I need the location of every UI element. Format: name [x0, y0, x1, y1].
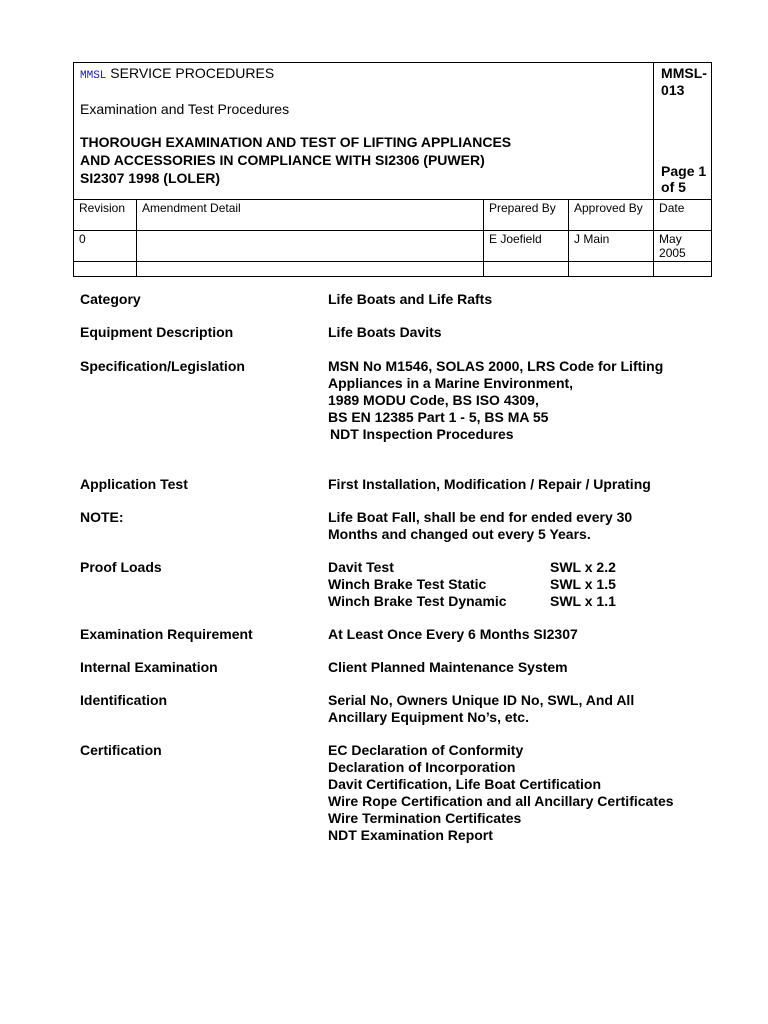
field-label: Internal Examination [80, 659, 218, 675]
col-header-approved: Approved By [569, 200, 654, 231]
field-certification [80, 742, 730, 844]
field-label: Certification [80, 742, 162, 758]
proof-factor: SWL x 2.2 [550, 559, 616, 575]
document-title [80, 133, 647, 187]
value-line: Declaration of Incorporation [328, 759, 516, 775]
value-line: Appliances in a Marine Environment, [328, 375, 574, 391]
value-line: Wire Termination Certificates [328, 810, 522, 826]
field-label: NOTE: [80, 509, 124, 525]
amendment-cell [137, 262, 484, 277]
revision-header-row [74, 200, 712, 231]
field-label: Application Test [80, 476, 188, 492]
amendment-cell [137, 231, 484, 262]
field-equipment [80, 324, 730, 341]
field-category [80, 291, 730, 308]
proof-test: Winch Brake Test Static [328, 576, 487, 592]
value-line: Serial No, Owners Unique ID No, SWL, And All [328, 692, 635, 708]
proof-load-row [328, 576, 730, 593]
field-label: Examination Requirement [80, 626, 253, 642]
value-line: NDT Examination Report [328, 827, 493, 843]
page-info: Page 1 of 5 [661, 163, 707, 195]
field-value [328, 692, 730, 726]
field-internal-exam [80, 659, 730, 676]
proof-factor: SWL x 1.5 [550, 576, 616, 592]
title-row [74, 63, 712, 200]
field-value: First Installation, Modification / Repair / Uprating [328, 476, 651, 492]
value-line: Life Boat Fall, shall be end for ended every 30 [328, 509, 633, 525]
proof-load-row [328, 593, 730, 610]
brand-text: SERVICE PROCEDURES [110, 65, 275, 81]
field-label: Category [80, 291, 141, 307]
col-header-revision: Revision [74, 200, 137, 231]
proof-test: Winch Brake Test Dynamic [328, 593, 507, 609]
title-line: THOROUGH EXAMINATION AND TEST OF LIFTING APPLIANCES [80, 134, 512, 150]
value-line: MSN No M1546, SOLAS 2000, LRS Code for Lifting [328, 358, 664, 374]
field-label: Specification/Legislation [80, 358, 245, 374]
field-value [328, 509, 730, 543]
field-value [328, 559, 730, 610]
document-subtitle: Examination and Test Procedures [80, 101, 290, 117]
revision-cell: 0 [74, 231, 137, 262]
field-value: Life Boats Davits [328, 324, 442, 340]
field-exam-requirement [80, 626, 730, 643]
table-row [74, 262, 712, 277]
col-header-date: Date [654, 200, 712, 231]
table-row [74, 231, 712, 262]
document-header-table [73, 62, 712, 277]
prepared-cell [484, 262, 569, 277]
brand-mono: MMSL [80, 70, 107, 82]
col-header-prepared: Prepared By [484, 200, 569, 231]
value-line: BS EN 12385 Part 1 - 5, BS MA 55 [328, 409, 549, 425]
approved-cell: J Main [569, 231, 654, 262]
date-cell: May 2005 [654, 231, 712, 262]
value-line: NDT Inspection Procedures [330, 426, 514, 442]
field-label: Equipment Description [80, 324, 234, 340]
value-line: 1989 MODU Code, BS ISO 4309, [328, 392, 539, 408]
value-line: Months and changed out every 5 Years. [328, 526, 591, 542]
field-value [328, 358, 730, 443]
field-note [80, 509, 730, 543]
title-line: AND ACCESSORIES IN COMPLIANCE WITH SI2306 (PUWER) [80, 152, 485, 168]
doc-info-cell [654, 63, 712, 200]
date-cell [654, 262, 712, 277]
revision-cell [74, 262, 137, 277]
field-label: Proof Loads [80, 559, 162, 575]
value-line: Ancillary Equipment No’s, etc. [328, 709, 529, 725]
prepared-cell: E Joefield [484, 231, 569, 262]
field-value: At Least Once Every 6 Months SI2307 [328, 626, 578, 642]
proof-test: Davit Test [328, 559, 394, 575]
title-cell [74, 63, 654, 200]
procedure-fields [80, 291, 730, 844]
field-value: Client Planned Maintenance System [328, 659, 568, 675]
field-identification [80, 692, 730, 726]
field-label: Identification [80, 692, 168, 708]
field-value [328, 742, 730, 844]
field-value: Life Boats and Life Rafts [328, 291, 493, 307]
col-header-amendment: Amendment Detail [137, 200, 484, 231]
title-line: SI2307 1998 (LOLER) [80, 170, 221, 186]
proof-load-row [328, 559, 730, 576]
field-proof-loads [80, 559, 730, 610]
approved-cell [569, 262, 654, 277]
value-line: EC Declaration of Conformity [328, 742, 524, 758]
brand-line [80, 65, 647, 85]
document-number: MMSL-013 [661, 65, 707, 98]
field-application [80, 476, 730, 493]
value-line: Wire Rope Certification and all Ancillary Certificates [328, 793, 674, 809]
proof-factor: SWL x 1.1 [550, 593, 616, 609]
field-specification [80, 358, 730, 443]
value-line: Davit Certification, Life Boat Certification [328, 776, 602, 792]
